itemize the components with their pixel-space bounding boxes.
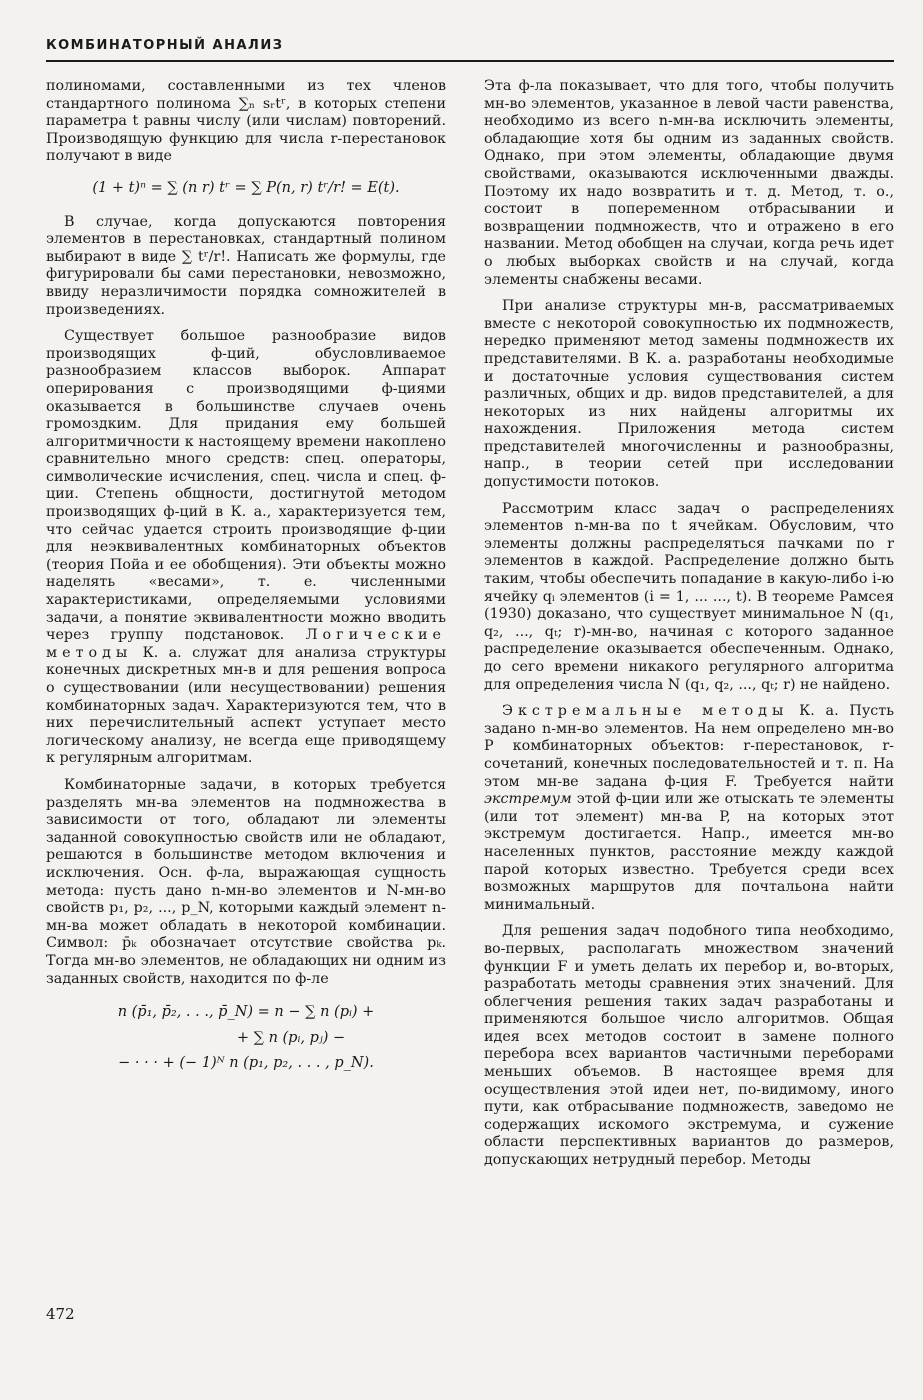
right-column [484,78,894,1179]
formula-inclusion-exclusion-3: − · · · + (− 1)ᴺ n (p₁, p₂, . . . , p_N). [118,1055,374,1072]
extremal-methods-text: К. а. Пусть задано n-мн-во элементов. На нем определено мн-во P комбинаторных объектов: r-перестановок, r-сочетаний, конечных последовательностей и т. п. На этом мн-ве задана ф-ция F. Требуется найти [484,703,894,790]
extremal-methods-term: Экстремальные методы [502,703,789,720]
right-paragraph-5: Для решения задач подобного типа необходимо, во-первых, располагать множеством значений функции F и уметь делать их перебор и, во-вторых, разработать методы сравнения этих значений. Для облегчения решения таких задач разработаны и применяются большое число алгоритмов. Общая идея всех методов состоит в замене полного перебора всех вариантов частичными переборами меньших объемов. В настоящее время для осуществления этой идеи нет, по-видимому, иного пути, как отбрасывание подмножеств, заведомо не содержащих искомого экстремума, и сужение области перспективных вариантов до размеров, допускающих нетрудный перебор. Методы [484,923,894,1169]
logical-methods-term: Логические методы [46,627,447,661]
right-paragraph-2: При анализе структуры мн-в, рассматриваемых вместе с некоторой совокупностью их подмножеств, нередко применяют метод замены подмножеств их представителями. В К. а. разработаны необходимые и достаточные условия существования систем различных, общих и др. видов представителей, а для некоторых из них найдены алгоритмы их нахождения. Приложения метода систем представителей многочисленны и разнообразны, напр., в теории сетей при исследовании допустимости потоков. [484,298,894,491]
page-number: 472 [46,1305,75,1323]
running-header: КОМБИНАТОРНЫЙ АНАЛИЗ [46,38,284,53]
left-paragraph-4: Комбинаторные задачи, в которых требуется разделять мн-ва элементов на подмножества в зависимости от того, обладают ли элементы заданной совокупностью свойств или не обладают, решаются в большинстве методом включения и исключения. Осн. ф-ла, выражающая сущность метода: пусть дано n-мн-во элементов и N-мн-во свойств p₁, p₂, ..., p_N, которыми каждый элемент n-мн-ва может обладать в некоторой комбинации. Символ: p̄ₖ обозначает отсутствие свойства pₖ. Тогда мн-во элементов, не обладающих ни одним из заданных свойств, находится по ф-ле [46,776,446,987]
left-paragraph-2: В случае, когда допускаются повторения элементов в перестановках, стандартный полином выбирают в виде ∑ tʳ/r!. Написать же формулы, где фигурировали бы сами перестановки, невозможно, ввиду неразличимости порядка сомножителей в произведениях. [46,213,446,318]
formula-binomial: (1 + t)ⁿ = ∑ (n r) tʳ = ∑ P(n, r) tʳ/r! = E(t). [92,179,400,196]
generating-functions-text: Существует большое разнообразие видов производящих ф-ций, обусловливаемое разнообразием классов выборок. Аппарат оперирования с производящими ф-циями оказывается в большинстве случаев очень громоздким. Для придания ему большей алгоритмичности к настоящему времени накоплено сравнительно много средств: спец. операторы, символические исчисления, спец. числа и спец. ф-ции. Степень общности, достигнутой методом производящих ф-ций в К. а., характеризуется тем, что сейчас удается строить производящие ф-ции для неэквивалентных комбинаторных объектов (теория Пойа и ее обобщения). Эти объекты можно наделять «весами», т. е. численными характеристиками, определяемыми условиями задачи, а понятие эквивалентности можно вводить через группу подстановок. [46,328,446,644]
right-paragraph-4 [484,703,894,914]
header-rule [46,60,894,62]
extremal-methods-text-cont: этой ф-ции или же отыскать те элементы (или тот элемент) мн-ва P, на которых этот экстремум достигается. Напр., имеется мн-во населенных пунктов, расстояние между каждой парой которых известно. Требуется среди всех возможных маршрутов для почтальона найти минимальный. [484,791,894,913]
left-paragraph-1: полиномами, составленными из тех членов стандартного полинома ∑ₙ sᵣtʳ, в которых степени параметра t равны числу (или числам) повторений. Производящую функцию для числа r-перестановок получают в виде [46,78,446,165]
right-paragraph-1: Эта ф-ла показывает, что для того, чтобы получить мн-во элементов, указанное в левой части равенства, необходимо из всего n-мн-ва исключить элементы, обладающие хотя бы одним из заданных свойств. Однако, при этом элементы, обладающие двумя свойствами, оказываются исключенными дважды. Поэтому их надо возвратить и т. д. Метод, т. о., состоит в попеременном отбрасывании и возвращении подмножеств, что и отражено в его названии. Метод обобщен на случаи, когда речь идет о любых выборках свойств и на случай, когда элементы снабжены весами. [484,78,894,288]
right-paragraph-3: Рассмотрим класс задач о распределениях элементов n-мн-ва по t ячейкам. Обусловим, что элементы должны распределяться пачками по r элементов в каждой. Распределение должно быть таким, чтобы обеспечить попадание в какую-либо i-ю ячейку qᵢ элементов (i = 1, ... ..., t). В теореме Рамсея (1930) доказано, что существует минимальное N (q₁, q₂, ..., qₜ; r)-мн-во, начиная с которого заданное распределение оказывается обеспеченным. Однако, до сего времени никакого регулярного алгоритма для определения числа N (q₁, q₂, ..., qₜ; r) не найдено. [484,500,894,693]
formula-inclusion-exclusion-1: n (p̄₁, p̄₂, . . ., p̄_N) = n − ∑ n (pᵢ) + [117,1004,375,1021]
formula-inclusion-exclusion-2: + ∑ n (pᵢ, pⱼ) − [236,1029,346,1046]
left-paragraph-3 [46,328,446,768]
logical-methods-text: К. а. служат для анализа структуры конечных дискретных мн-в и для решения вопроса о существовании (или несуществовании) решения комбинаторных задач. Характеризуются тем, что в них перечислительный аспект уступает место логическому анализу, не всегда еще приводящему к регулярным алгоритмам. [46,644,447,767]
left-column [46,78,446,1073]
extremum-term: экстремум [484,791,572,808]
